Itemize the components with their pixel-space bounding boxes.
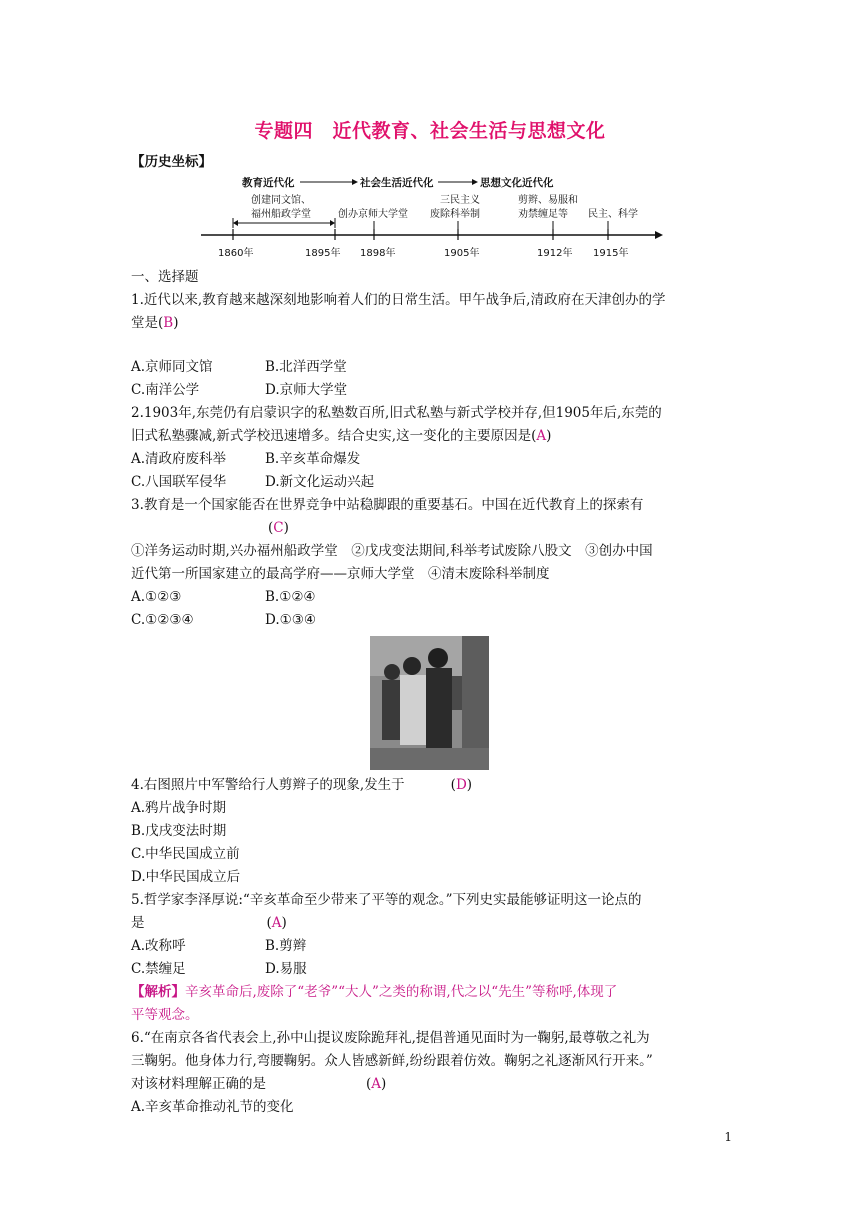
section-tag: 【历史坐标】	[131, 154, 212, 170]
year-label-1895: 1895年	[305, 248, 341, 259]
q2-stem-line1: 2.1903年,东莞仍有启蒙识字的私塾数百所,旧式私塾与新式学校并存,但1905年后,东莞的	[131, 405, 662, 421]
stage-label-social: 社会生活近代化	[360, 177, 434, 189]
event-label-1a: 创建同文馆、	[251, 195, 311, 206]
q2-options-row1	[131, 448, 731, 471]
q3-items-line2: 近代第一所国家建立的最高学府——京师大学堂 ④清末废除科举制度	[131, 566, 550, 582]
period-arrow-left-head	[233, 220, 238, 226]
q2-option-b: B.辛亥革命爆发	[265, 451, 361, 467]
q1-options-row1	[131, 356, 731, 379]
page-number: 1	[724, 1130, 732, 1144]
q6-answer-open: (	[366, 1076, 372, 1092]
q5-analysis-line2: 平等观念。	[131, 1007, 199, 1023]
q1-option-b: B.北洋西学堂	[265, 359, 347, 375]
q5-answer: A	[271, 915, 282, 931]
stage-label-thought: 思想文化近代化	[480, 177, 554, 189]
year-label-1912: 1912年	[537, 248, 573, 259]
q5-stem-line1: 5.哲学家李泽厚说:“辛亥革命至少带来了平等的观念。”下列史实最能够证明这一论点的	[131, 892, 642, 908]
q1-option-c: C.南洋公学	[131, 382, 200, 398]
q6-close: )	[381, 1076, 387, 1092]
q5-close: )	[281, 915, 287, 931]
event-label-3b: 废除科举制	[430, 209, 480, 220]
q5-analysis-tag: 【解析】	[131, 984, 185, 1000]
q5-option-b: B.剪辫	[265, 938, 307, 954]
q5-stem-prefix: 是	[131, 915, 145, 931]
q4-answer: D	[455, 777, 467, 793]
q3-options-row1	[131, 586, 731, 609]
q1-close: )	[173, 315, 179, 331]
q4-option-d: D.中华民国成立后	[131, 869, 241, 885]
q2-stem-prefix: 旧式私塾骤减,新式学校迅速增多。结合史实,这一变化的主要原因是(	[131, 428, 537, 444]
q3-items-line1: ①洋务运动时期,兴办福州船政学堂 ②戊戌变法期间,科举考试废除八股文 ③创办中国	[131, 543, 653, 559]
q5-option-c: C.禁缠足	[131, 961, 186, 977]
q1-options-row2	[131, 379, 731, 402]
year-label-1860: 1860年	[218, 248, 254, 259]
q3-close: )	[283, 520, 289, 536]
queue-cutting-photo	[370, 636, 489, 770]
q5-option-a: A.改称呼	[131, 938, 186, 954]
q5-stem-line2	[131, 912, 731, 935]
q4-stem-text: 4.右图照片中军警给行人剪辫子的现象,发生于	[131, 777, 405, 793]
event-label-3a: 三民主义	[440, 195, 480, 206]
q5-analysis-line1	[131, 981, 731, 1004]
q5-options-row1	[131, 935, 731, 958]
q4-stem	[131, 774, 731, 797]
q4-option-b: B.戊戌变法时期	[131, 823, 227, 839]
event-label-1b: 福州船政学堂	[251, 209, 311, 220]
q3-answer-line	[131, 517, 731, 540]
event-label-4a: 剪辫、易服和	[518, 195, 578, 206]
q2-option-c: C.八国联军侵华	[131, 474, 227, 490]
q5-analysis-text: 辛亥革命后,废除了“老爷”“大人”之类的称谓,代之以“先生”等称呼,体现了	[185, 984, 618, 1000]
photo-figure	[370, 636, 489, 770]
event-label-5: 民主、科学	[588, 209, 638, 220]
q3-option-a: A.①②③	[131, 589, 182, 605]
event-label-4b: 劝禁缠足等	[518, 209, 568, 220]
q3-option-b: B.①②④	[265, 589, 316, 605]
q2-answer: A	[536, 428, 547, 444]
q6-stem-prefix: 对该材料理解正确的是	[131, 1076, 266, 1092]
q6-stem-line1: 6.“在南京各省代表会上,孙中山提议废除跪拜礼,提倡普通见面时为一鞠躬,最尊敬之礼为	[131, 1030, 650, 1046]
stage-label-education: 教育近代化	[242, 177, 295, 189]
q4-option-c: C.中华民国成立前	[131, 846, 240, 862]
q3-option-c: C.①②③④	[131, 612, 194, 628]
event-label-2: 创办京师大学堂	[338, 209, 408, 220]
q1-stem-prefix: 堂是(	[131, 315, 164, 331]
spacer	[131, 335, 731, 356]
q4-answer-open: (	[450, 777, 456, 793]
q4-close: )	[466, 777, 473, 793]
q2-close: )	[546, 428, 552, 444]
q2-option-d: D.新文化运动兴起	[265, 474, 375, 490]
timeline-axis-head	[655, 231, 663, 239]
stage-arrow-1-head	[352, 179, 358, 185]
stage-arrow-2-head	[472, 179, 478, 185]
period-arrow-right-head	[330, 220, 335, 226]
q1-option-d: D.京师大学堂	[265, 382, 348, 398]
q2-option-a: A.清政府废科举	[131, 451, 227, 467]
q6-answer: A	[371, 1076, 382, 1092]
year-label-1905: 1905年	[444, 248, 480, 259]
page-title: 专题四 近代教育、社会生活与思想文化	[254, 120, 606, 142]
q1-option-a: A.京师同文馆	[131, 359, 213, 375]
q1-stem-line2	[131, 312, 731, 335]
q2-stem-line2	[131, 425, 731, 448]
q5-answer-open: (	[266, 915, 272, 931]
q6-stem-line3	[131, 1073, 731, 1096]
q3-options-row2	[131, 609, 731, 632]
q3-answer: C	[273, 520, 284, 536]
q6-stem-line2: 三鞠躬。他身体力行,弯腰鞠躬。众人皆感新鲜,纷纷跟着仿效。鞠躬之礼逐渐风行开来。”	[131, 1053, 653, 1069]
question-content	[131, 266, 731, 1119]
year-label-1898: 1898年	[360, 248, 396, 259]
q3-stem-line1: 3.教育是一个国家能否在世界竞争中站稳脚跟的重要基石。中国在近代教育上的探索有	[131, 497, 644, 513]
part-heading: 一、选择题	[131, 269, 199, 285]
q5-options-row2	[131, 958, 731, 981]
q1-stem-line1: 1.近代以来,教育越来越深刻地影响着人们的日常生活。甲午战争后,清政府在天津创办的学	[131, 292, 666, 308]
q4-option-a: A.鸦片战争时期	[131, 800, 227, 816]
q1-answer: B	[163, 315, 174, 331]
q5-option-d: D.易服	[265, 961, 307, 977]
q3-option-d: D.①③④	[265, 612, 316, 628]
q3-answer-open: (	[268, 520, 274, 536]
q6-option-a: A.辛亥革命推动礼节的变化	[131, 1099, 294, 1115]
q2-options-row2	[131, 471, 731, 494]
year-label-1915: 1915年	[593, 248, 629, 259]
